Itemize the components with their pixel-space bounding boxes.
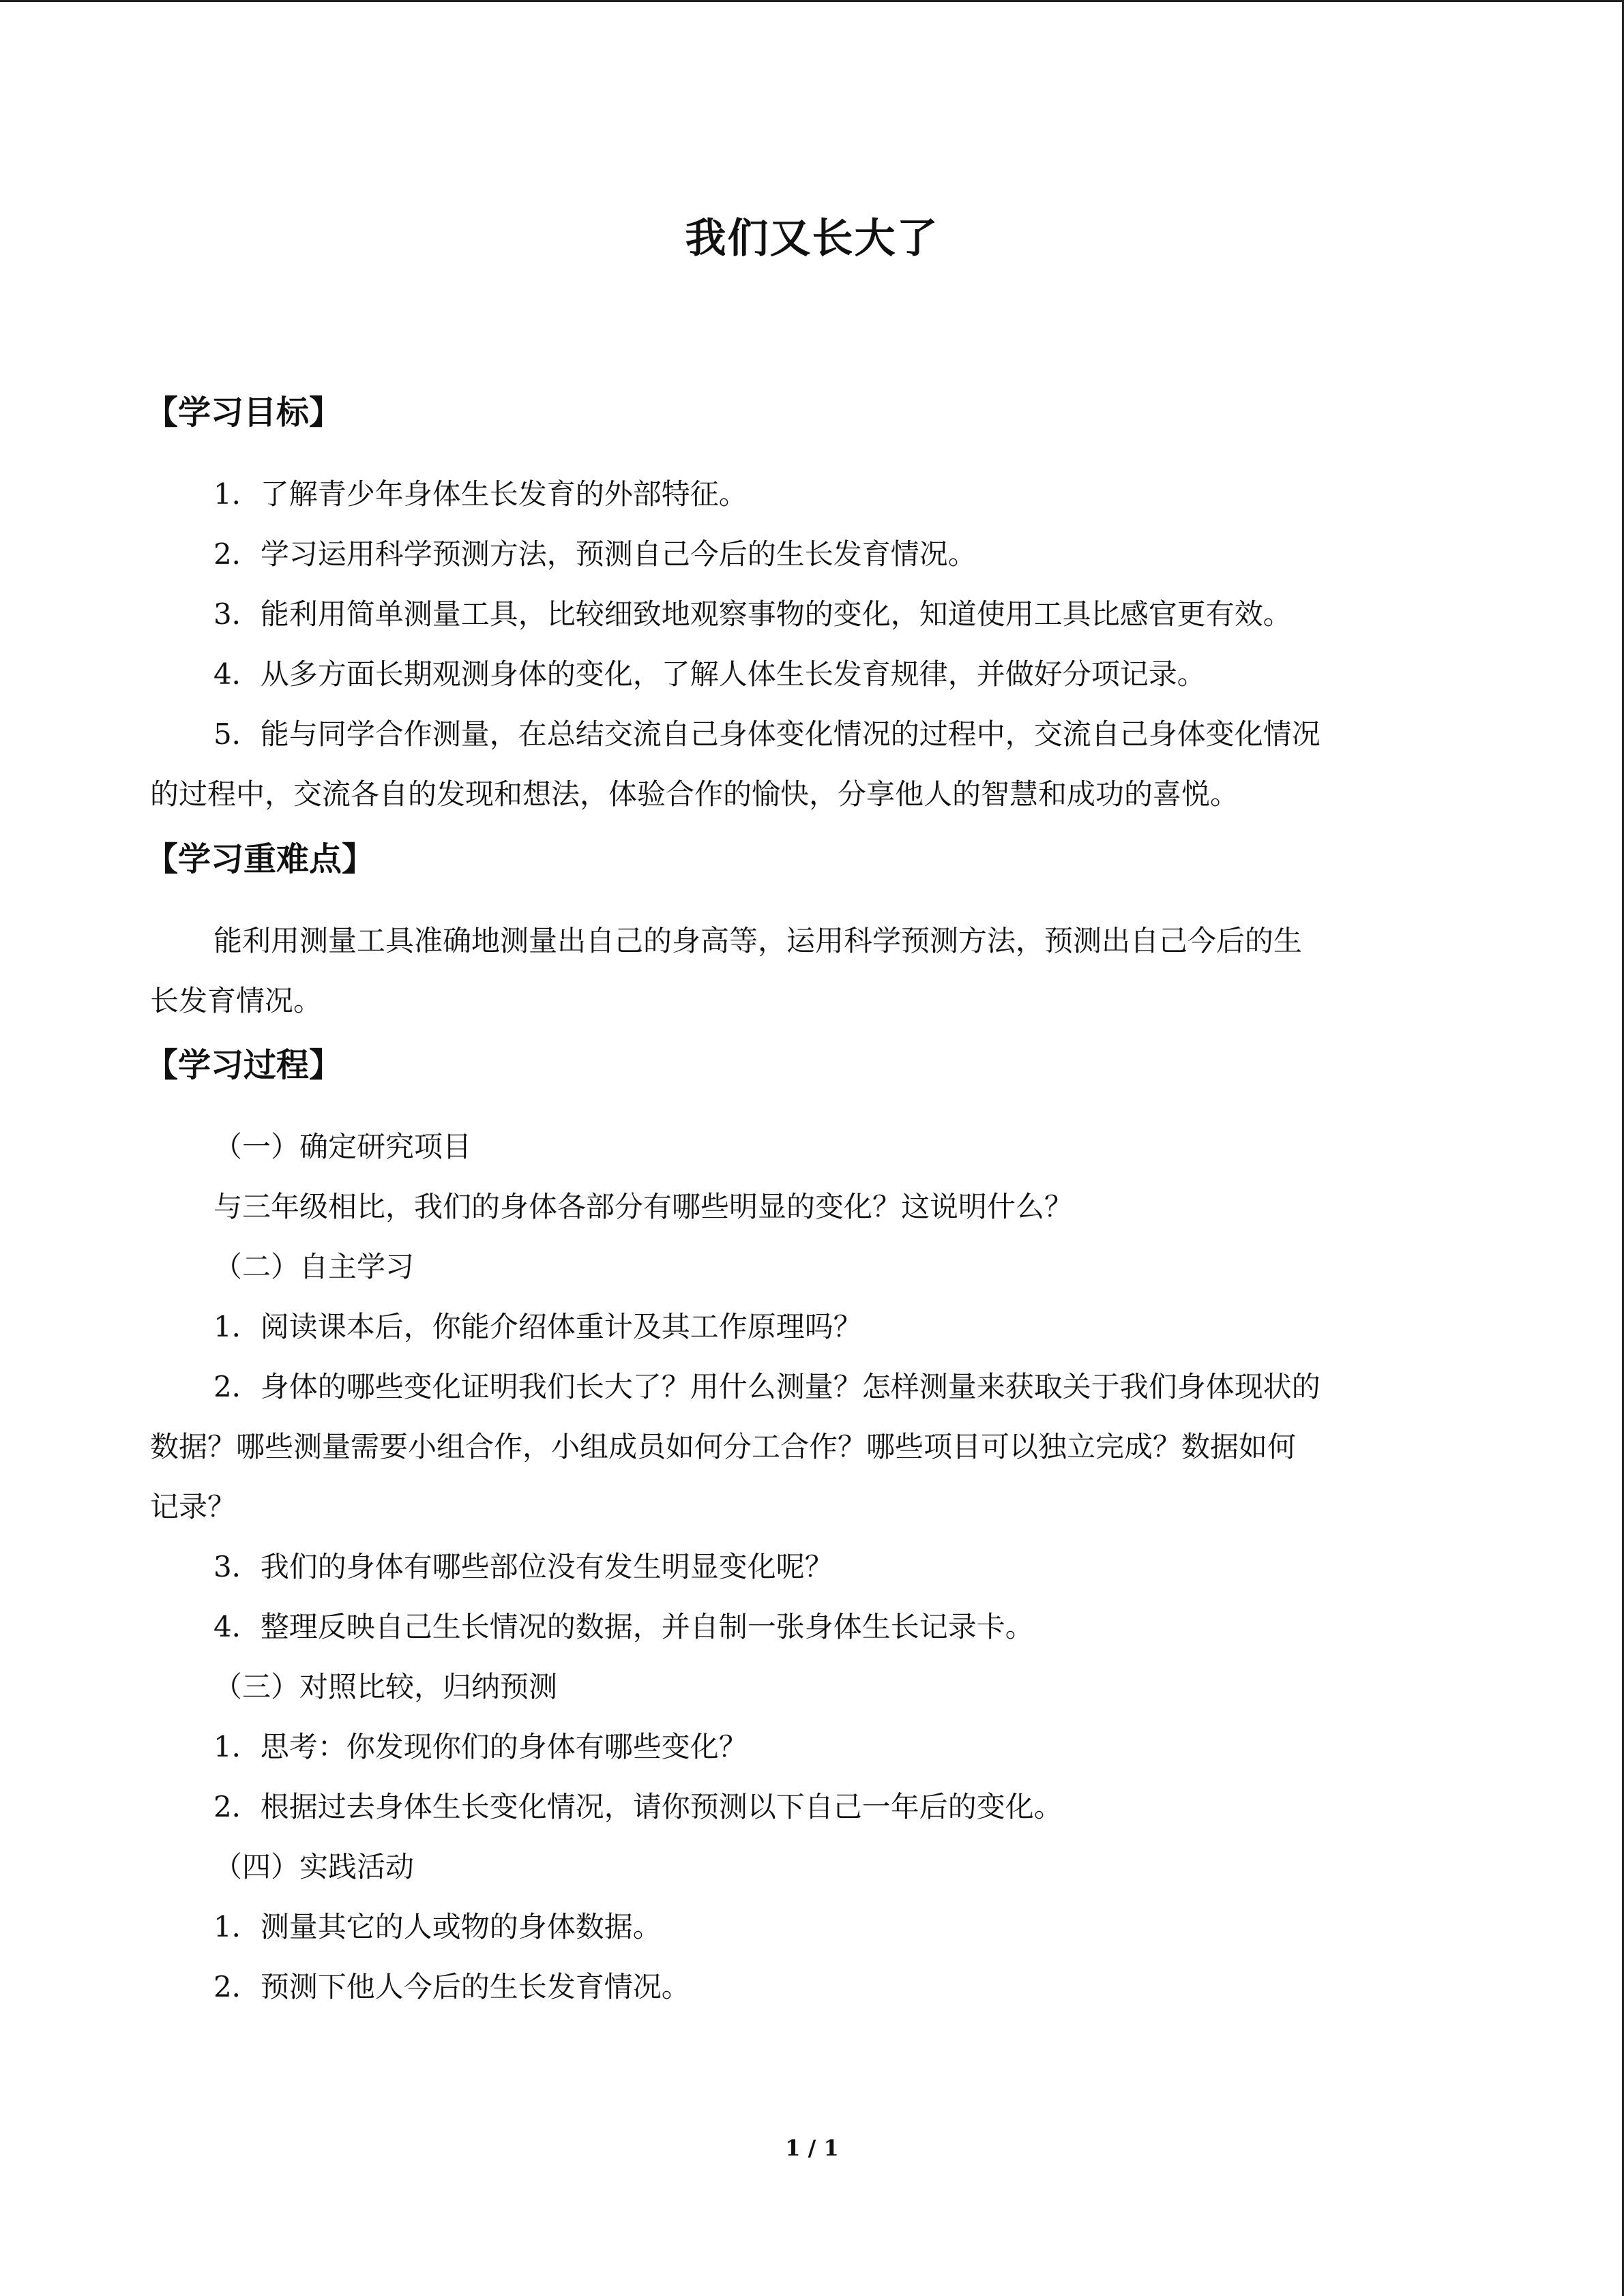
page-number: 1 / 1 bbox=[785, 2135, 839, 2161]
process-line-7: 2．根据过去身体生长变化情况，请你预测以下自己一年后的变化。 bbox=[213, 1790, 1063, 1823]
process-line-2: 1．阅读课本后，你能介绍体重计及其工作原理吗？ bbox=[213, 1310, 862, 1343]
key-point-line-1: 能利用测量工具准确地测量出自己的身高等，运用科学预测方法，预测出自己今后的生 bbox=[213, 924, 1303, 957]
process-line-3-cont-2: 记录？ bbox=[150, 1490, 237, 1523]
process-line-3: 2．身体的哪些变化证明我们长大了？用什么测量？怎样测量来获取关于我们身体现状的 bbox=[213, 1370, 1320, 1403]
objective-line-3: 3．能利用简单测量工具，比较细致地观察事物的变化，知道使用工具比感官更有效。 bbox=[213, 597, 1292, 631]
process-line-1: 与三年级相比，我们的身体各部分有哪些明显的变化？这说明什么？ bbox=[213, 1190, 1074, 1223]
key-point-line-1-cont: 长发育情况。 bbox=[150, 984, 323, 1017]
process-line-8: 1．测量其它的人或物的身体数据。 bbox=[213, 1910, 662, 1943]
page-border-top bbox=[0, 0, 1624, 2]
process-subheading-1: （一）确定研究项目 bbox=[213, 1130, 472, 1163]
document-title: 我们又长大了 bbox=[685, 215, 939, 263]
objective-line-1: 1．了解青少年身体生长发育的外部特征。 bbox=[213, 477, 748, 511]
process-line-6: 1．思考：你发现你们的身体有哪些变化？ bbox=[213, 1730, 748, 1763]
process-line-4: 3．我们的身体有哪些部位没有发生明显变化呢？ bbox=[213, 1550, 833, 1583]
process-subheading-3: （三）对照比较，归纳预测 bbox=[213, 1670, 558, 1703]
heading-process: 【学习过程】 bbox=[145, 1046, 342, 1084]
process-line-3-cont-1: 数据？哪些测量需要小组合作，小组成员如何分工合作？哪些项目可以独立完成？数据如何 bbox=[150, 1430, 1297, 1463]
objective-line-2: 2．学习运用科学预测方法，预测自己今后的生长发育情况。 bbox=[213, 537, 977, 571]
heading-key-points: 【学习重难点】 bbox=[145, 840, 375, 878]
objective-line-4: 4．从多方面长期观测身体的变化，了解人体生长发育规律，并做好分项记录。 bbox=[213, 657, 1206, 691]
heading-objectives: 【学习目标】 bbox=[145, 393, 342, 432]
process-line-9: 2．预测下他人今后的生长发育情况。 bbox=[213, 1970, 690, 2003]
process-line-5: 4．整理反映自己生长情况的数据，并自制一张身体生长记录卡。 bbox=[213, 1610, 1034, 1643]
process-subheading-2: （二）自主学习 bbox=[213, 1250, 415, 1283]
objective-line-5-cont: 的过程中，交流各自的发现和想法，体验合作的愉快，分享他人的智慧和成功的喜悦。 bbox=[150, 777, 1239, 811]
process-subheading-4: （四）实践活动 bbox=[213, 1850, 415, 1883]
objective-line-5: 5．能与同学合作测量，在总结交流自己身体变化情况的过程中，交流自己身体变化情况 bbox=[213, 717, 1320, 751]
